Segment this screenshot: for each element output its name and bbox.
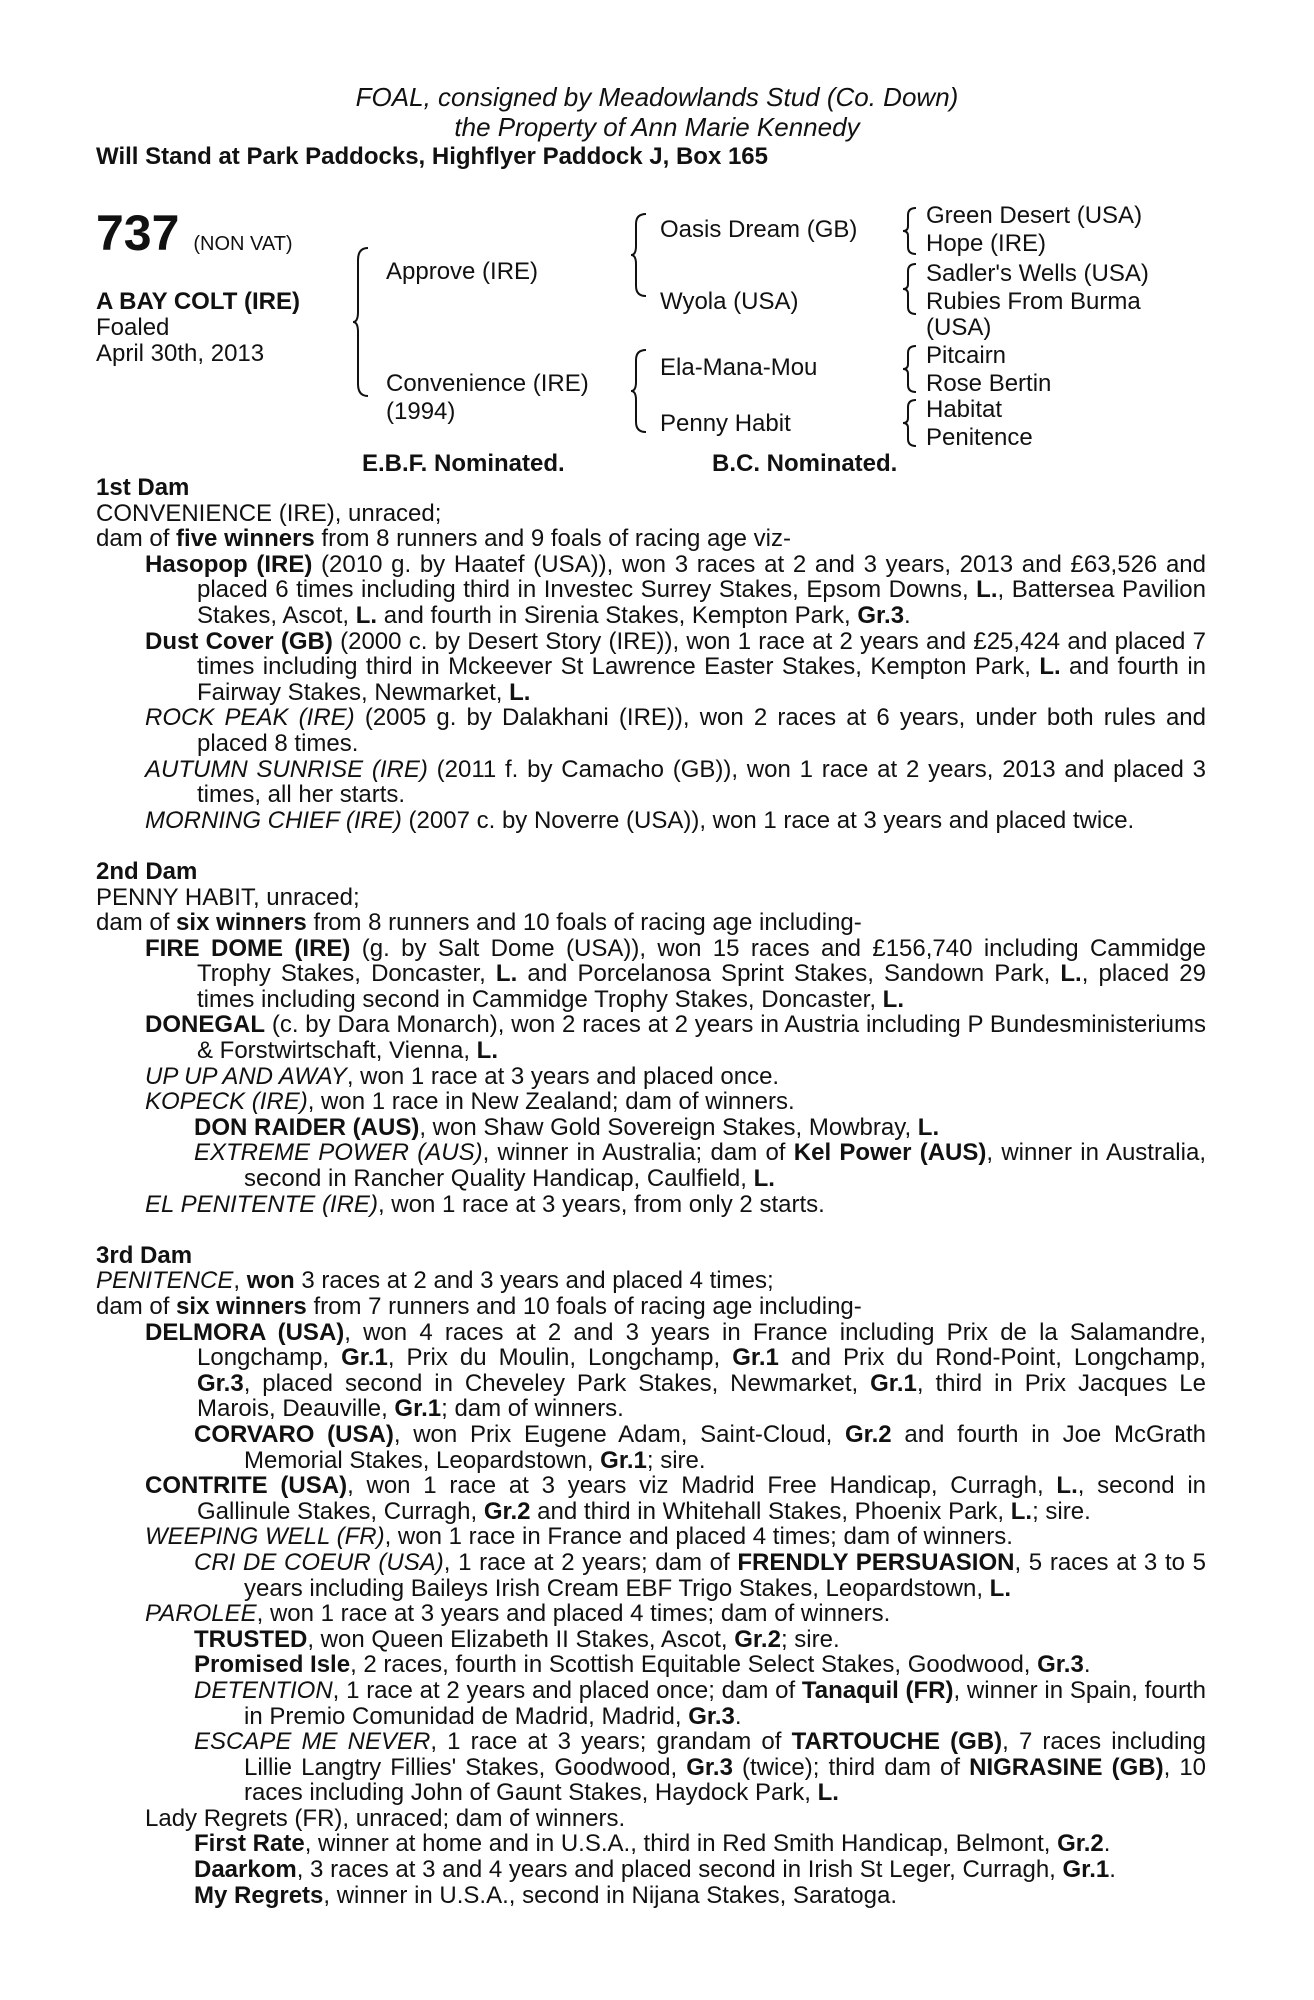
second-dam-runner: DONEGAL (c. by Dara Monarch), won 2 races at 2 years in Austria including P Bundesministeriums & Forstwirtschaft, Vienna, L. [145,1011,1206,1065]
third-dam-runner: CONTRITE (USA), won 1 race at 3 years viz Madrid Free Handicap, Curragh, L., second in Gallinule Stakes, Curragh, Gr.2 and third in Whitehall Stakes, Phoenix Park, L.; sire. [145,1472,1207,1525]
horse-name: EL PENITENTE (IRE) [145,1190,378,1218]
ebf-nominated: E.B.F. Nominated. [362,450,565,477]
dam-dam: Penny Habit [660,410,791,437]
horse-name: DONEGAL [145,1011,265,1039]
sire: Approve (IRE) [386,258,539,285]
first-dam-runner: MORNING CHIEF (IRE) (2007 c. by Noverre (USA)), won 1 race at 3 years and placed twice. [145,806,1135,834]
lot-number-block [96,206,293,271]
horse-name: ESCAPE ME NEVER [194,1728,431,1756]
dam-year: (1994) [386,398,456,425]
horse-name: WEEPING WELL (FR) [145,1523,385,1551]
horse-name: MORNING CHIEF (IRE) [145,806,402,834]
pedigree-brace-3d [902,398,920,448]
first-dam-runner: Hasopop (IRE) (2010 g. by Haatef (USA)), won 3 races at 2 and 3 years, 2013 and £63,526 and placed 6 times including third in Investec Surrey Stakes, Epsom Downs, L., Battersea Pavilion Stakes, Ascot, L. and fourth in Sirenia Stakes, Kempton Park, Gr.3. [145,550,1207,629]
third-dam-intro: PENITENCE, won 3 races at 2 and 3 years and placed 4 times; [96,1267,774,1295]
third-dam-summary: dam of six winners from 7 runners and 10 foals of racing age including- [96,1293,862,1320]
dam: Convenience (IRE) [386,370,589,397]
second-dam-runner: EL PENITENTE (IRE), won 1 race at 3 years, from only 2 starts. [145,1190,825,1218]
sire-dam: Wyola (USA) [660,288,799,315]
third-dam-grand-runner: CRI DE COEUR (USA), 1 race at 2 years; dam of FRENDLY PERSUASION, 5 races at 3 to 5 years including Baileys Irish Cream EBF Trigo Stakes, Leopardstown, L. [194,1548,1207,1602]
vat-status: (NON VAT) [193,233,293,255]
horse-name: DETENTION [194,1676,333,1704]
horse-name: DON RAIDER (AUS) [194,1113,420,1141]
third-dam-grand-runner: CORVARO (USA), won Prix Eugene Adam, Saint-Cloud, Gr.2 and fourth in Joe McGrath Memorial Stakes, Leopardstown, Gr.1; sire. [194,1420,1206,1474]
pedigree-brace-2b [630,348,650,434]
first-dam-runner: Dust Cover (GB) (2000 c. by Desert Story (IRE)), won 1 race at 2 years and £25,424 and placed 7 times including third in Mckeever St Lawrence Easter Stakes, Kempton Park, L. and fourth in Fairway Stakes, Newmarket, L. [145,627,1206,706]
ds-sire: Pitcairn [926,342,1007,369]
pedigree-brace-1 [352,246,372,398]
third-dam-grand-runner: ESCAPE ME NEVER, 1 race at 3 years; grandam of TARTOUCHE (GB), 7 races including Lillie Langtry Fillies' Stakes, Goodwood, Gr.3 (twice); third dam of NIGRASINE (GB), 10 races including John of Gaunt Stakes, Haydock Park, L. [194,1728,1207,1807]
horse-name: ROCK PEAK (IRE) [145,704,355,732]
horse-name: Hasopop (IRE) [145,550,313,578]
horse-name: EXTREME POWER (AUS) [194,1139,483,1167]
first-dam-heading: 1st Dam [96,474,190,501]
stand-line: Will Stand at Park Paddocks, Highflyer Paddock J, Box 165 [96,143,768,170]
dd-sire: Habitat [926,396,1003,423]
horse-name: FIRE DOME (IRE) [145,934,351,962]
horse-name: First Rate [194,1830,305,1858]
dd-dam: Penitence [926,424,1033,451]
lot-number: 737 [96,205,180,261]
sire-sire: Oasis Dream (GB) [660,216,858,243]
third-dam-runner [96,1806,1206,1832]
horse-name: PAROLEE [145,1600,257,1628]
sd-dam: Rubies From Burma [926,288,1141,315]
ss-sire: Green Desert (USA) [926,202,1143,229]
third-dam-heading: 3rd Dam [96,1241,193,1269]
pedigree-brace-3b [902,262,920,316]
second-dam-runner: KOPECK (IRE), won 1 race in New Zealand; dam of winners. [145,1088,795,1116]
horse-name: Lady Regrets (FR), unraced; dam of winners. [145,1804,626,1832]
horse-name: My Regrets [194,1881,324,1909]
third-dam-grand-runner: DETENTION, 1 race at 2 years and placed once; dam of Tanaquil (FR), winner in Spain, fourth in Premio Comunidad de Madrid, Madrid, Gr.3. [194,1676,1206,1730]
third-dam-runner: PAROLEE, won 1 race at 3 years and placed 4 times; dam of winners. [145,1600,891,1628]
ds-dam: Rose Bertin [926,370,1052,397]
horse-name: Dust Cover (GB) [145,627,333,655]
pedigree-brace-3a [902,206,920,256]
horse-name: TRUSTED [194,1625,308,1653]
horse-name: CORVARO (USA) [194,1420,394,1448]
third-dam-grand-runner: First Rate, winner at home and in U.S.A., third in Red Smith Handicap, Belmont, Gr.2. [194,1830,1111,1858]
first-dam-runner: ROCK PEAK (IRE) (2005 g. by Dalakhani (IRE)), won 2 races at 6 years, under both rules and placed 8 times. [145,704,1206,757]
second-dam-intro: PENNY HABIT, unraced; [96,883,360,911]
horse-name: AUTUMN SUNRISE (IRE) [145,755,428,783]
first-dam-summary: dam of five winners from 8 runners and 9 foals of racing age viz- [96,525,792,553]
ss-dam: Hope (IRE) [926,230,1047,257]
horse-name: Promised Isle [194,1651,351,1679]
second-dam-summary: dam of six winners from 8 runners and 10 foals of racing age including- [96,909,862,937]
third-dam-grand-runner: My Regrets, winner in U.S.A., second in Nijana Stakes, Saratoga. [194,1881,898,1909]
sd-dam-country: (USA) [926,314,992,341]
third-dam-grand-runner: Promised Isle, 2 races, fourth in Scottish Equitable Select Stakes, Goodwood, Gr.3. [194,1651,1091,1679]
third-dam-grand-runner: TRUSTED, won Queen Elizabeth II Stakes, Ascot, Gr.2; sire. [194,1625,840,1653]
second-dam-heading: 2nd Dam [96,857,198,885]
horse-name: DELMORA (USA) [145,1318,345,1346]
owner-line: the Property of Ann Marie Kennedy [454,112,860,142]
first-dam-runner: AUTUMN SUNRISE (IRE) (2011 f. by Camacho (GB)), won 1 race at 2 years, 2013 and placed 3 times, all her starts. [145,755,1207,809]
third-dam-runner: WEEPING WELL (FR), won 1 race in France and placed 4 times; dam of winners. [145,1523,1013,1551]
third-dam-grand-runner: Daarkom, 3 races at 3 and 4 years and placed second in Irish St Leger, Curragh, Gr.1. [194,1856,1116,1884]
third-dam-runner: DELMORA (USA), won 4 races at 2 and 3 years in France including Prix de la Salamandre, Longchamp, Gr.1, Prix du Moulin, Longchamp, Gr.1 and Prix du Rond-Point, Longchamp, Gr.3, placed second in Cheveley Park Stakes, Newmarket, Gr.1, third in Prix Jacques Le Marois, Deauville, Gr.1; dam of winners. [145,1318,1207,1423]
dam-sire: Ela-Mana-Mou [660,354,818,381]
horse-name: Daarkom [194,1856,297,1884]
second-dam-runner: UP UP AND AWAY, won 1 race at 3 years and placed once. [145,1062,780,1090]
second-dam-grand-runner: DON RAIDER (AUS), won Shaw Gold Sovereign Stakes, Mowbray, L. [194,1113,940,1141]
horse-name: CONTRITE (USA) [145,1472,348,1500]
pedigree-brace-2a [630,212,650,298]
sd-sire: Sadler's Wells (USA) [926,260,1149,287]
horse-name: UP UP AND AWAY [145,1062,347,1090]
horse-name: CRI DE COEUR (USA) [194,1548,444,1576]
first-dam-intro: CONVENIENCE (IRE), unraced; [96,499,442,527]
horse-name: KOPECK (IRE) [145,1088,308,1116]
produce-record [96,475,1206,1908]
bc-nominated: B.C. Nominated. [712,450,898,477]
foaled-date: April 30th, 2013 [96,340,265,367]
second-dam-grand-runner: EXTREME POWER (AUS), winner in Australia; dam of Kel Power (AUS), winner in Australia, second in Rancher Quality Handicap, Caulfield, L. [194,1139,1206,1193]
foaled-label: Foaled [96,314,170,341]
pedigree-brace-3c [902,344,920,394]
lot-title: A BAY COLT (IRE) [96,288,301,315]
consignor-line: FOAL, consigned by Meadowlands Stud (Co. Down) [355,82,959,112]
second-dam-runner: FIRE DOME (IRE) (g. by Salt Dome (USA)), won 15 races and £156,740 including Cammidge Trophy Stakes, Doncaster, L. and Porcelanosa Sprint Stakes, Sandown Park, L., placed 29 times including second in Cammidge Trophy Stakes, Doncaster, L. [145,934,1207,1013]
